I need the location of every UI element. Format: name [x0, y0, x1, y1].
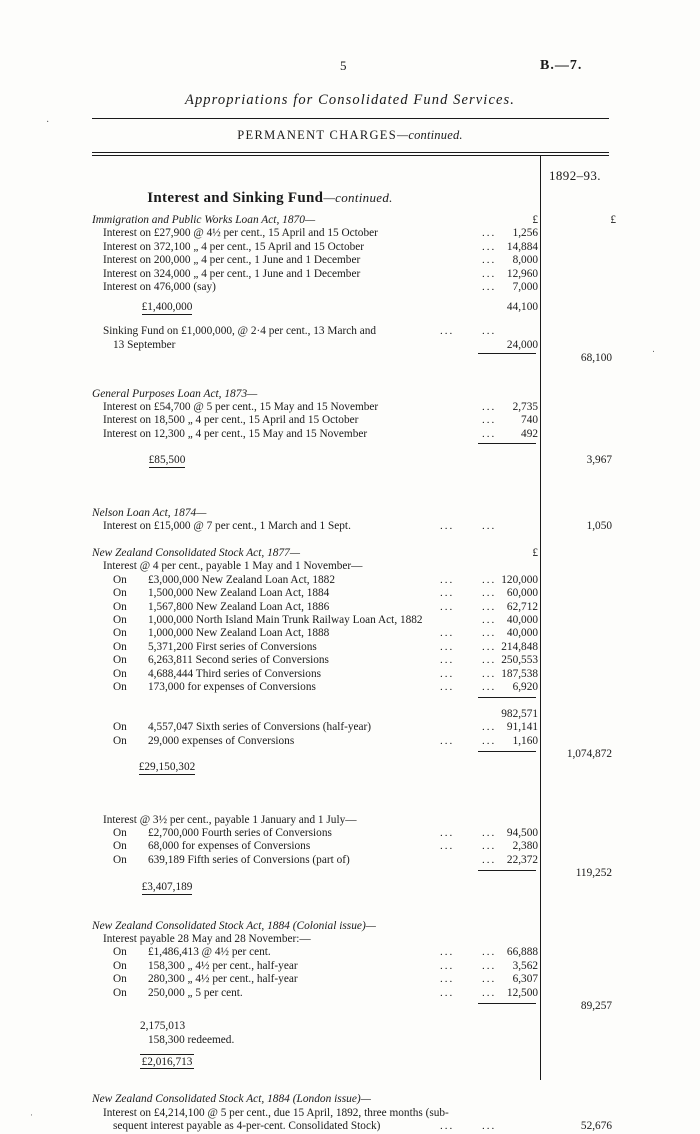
group-total: 1,074,872 [566, 747, 612, 760]
leader-dots: ... [482, 680, 497, 693]
on-label: On [113, 827, 127, 840]
table-row [0, 1093, 700, 1106]
line-amount: 120,000 [501, 573, 538, 586]
line-amount: 14,884 [506, 240, 538, 253]
group-intro: Interest @ 4 per cent., payable 1 May and 1 November— [103, 560, 363, 573]
leader-dots: ... [440, 600, 455, 613]
table-row [0, 761, 700, 778]
divider-top [92, 118, 609, 119]
table-row [0, 428, 700, 441]
line-label: 5,371,200 First series of Conversions [148, 640, 317, 653]
subsection-heading [0, 190, 540, 207]
line-amount: 62,712 [506, 600, 538, 613]
table-row [0, 854, 700, 867]
margin-tick-left: · [46, 117, 50, 128]
principal-sum [128, 454, 206, 468]
line-label: Interest on £15,000 @ 7 per cent., 1 March and 1 Sept. [103, 520, 351, 533]
leader-dots: ... [482, 600, 497, 613]
principal-sum-value: £1,400,000 [141, 301, 193, 314]
line-label: Interest on 324,000 „ 4 per cent., 1 June and 1 December [103, 267, 361, 280]
leader-dots: ... [482, 827, 497, 840]
leader-dots: ... [482, 667, 497, 680]
line-label: Interest on 200,000 „ 4 per cent., 1 June and 1 December [103, 254, 361, 267]
leader-dots: ... [482, 853, 497, 866]
line-label: £2,700,000 Fourth series of Conversions [148, 827, 332, 840]
leader-dots: ... [482, 227, 497, 240]
leader-dots: ... [482, 520, 497, 533]
line-label: Interest on £27,900 @ 4½ per cent., 15 April and 15 October [103, 227, 378, 240]
line-label-cont: sequent interest payable as 4-per-cent. Consolidated Stock) [113, 1119, 381, 1132]
on-label: On [113, 680, 127, 693]
line-label: 68,000 for expenses of Conversions [148, 840, 311, 853]
page-title [0, 92, 700, 109]
table-row [0, 352, 700, 365]
table-row [0, 814, 700, 827]
table-row [0, 401, 700, 414]
on-label: On [113, 946, 127, 959]
line-label: Interest on £54,700 @ 5 per cent., 15 May and 15 November [103, 400, 379, 413]
line-label: 29,000 expenses of Conversions [148, 734, 295, 747]
table-row [0, 241, 700, 254]
margin-tick-footer: · [30, 1110, 33, 1120]
table-row [0, 735, 700, 748]
line-label: 1,567,800 New Zealand Loan Act, 1886 [148, 600, 330, 613]
line-amount: 24,000 [506, 338, 538, 351]
line-label: 639,189 Fifth series of Conversions (part of) [148, 853, 350, 866]
line-label: £3,000,000 New Zealand Loan Act, 1882 [148, 573, 335, 586]
line-amount: 12,960 [506, 267, 538, 280]
on-label: On [113, 587, 127, 600]
table-row [0, 268, 700, 281]
table-row [0, 507, 700, 520]
on-label: On [113, 640, 127, 653]
leader-dots: ... [482, 946, 497, 959]
on-label: On [113, 613, 127, 626]
line-amount: 187,538 [501, 667, 538, 680]
line-label: 1,000,000 New Zealand Loan Act, 1888 [148, 627, 330, 640]
subtotal-rule [478, 697, 536, 698]
table-row [0, 254, 700, 267]
group-total: 119,252 [575, 867, 612, 880]
table-row [0, 1107, 700, 1120]
principal-sum-value: £3,407,189 [141, 880, 193, 893]
line-amount: 492 [521, 427, 538, 440]
leader-dots: ... [482, 573, 497, 586]
table-row [0, 614, 700, 627]
table-row [0, 325, 700, 338]
subsection-heading-text: Interest and Sinking Fund [147, 190, 324, 206]
line-amount: 8,000 [512, 254, 538, 267]
leader-dots: ... [440, 946, 455, 959]
divider-section-a [92, 152, 609, 153]
leader-dots: ... [440, 827, 455, 840]
line-amount: 1,256 [512, 227, 538, 240]
line-amount: 740 [521, 414, 538, 427]
margin-tick-right: ᐧ [652, 347, 655, 358]
leader-dots: ... [440, 667, 455, 680]
line-amount: 2,735 [512, 400, 538, 413]
table-row [0, 960, 700, 973]
line-label: Interest on 372,100 „ 4 per cent., 15 April and 15 October [103, 240, 365, 253]
reconcile-line: 158,300 redeemed. [148, 1033, 235, 1046]
group-heading: Immigration and Public Works Loan Act, 1870— [92, 214, 316, 226]
page-title-text: Appropriations for Consolidated Fund Services. [185, 92, 515, 108]
line-amount: 2,380 [512, 840, 538, 853]
group-intro: Interest payable 28 May and 28 November:— [103, 933, 311, 946]
subtotal-rule [478, 443, 536, 444]
leader-dots: ... [482, 721, 497, 734]
line-amount: 6,307 [512, 973, 538, 986]
table-row [0, 574, 700, 587]
line-amount: 250,553 [501, 654, 538, 667]
table-row [0, 414, 700, 427]
group-heading: General Purposes Loan Act, 1873— [92, 387, 258, 400]
subtotal-rule [478, 870, 536, 871]
on-label: On [113, 840, 127, 853]
page-number: 5 [340, 58, 347, 73]
line-label: 1,500,000 New Zealand Loan Act, 1884 [148, 587, 330, 600]
leader-dots: ... [482, 427, 497, 440]
on-label: On [113, 734, 127, 747]
leader-dots: ... [482, 267, 497, 280]
group-total: 68,100 [580, 352, 612, 365]
line-label: 250,000 „ 5 per cent. [148, 986, 243, 999]
line-label: 280,300 „ 4½ per cent., half-year [148, 973, 298, 986]
table-row [0, 388, 700, 401]
table-row [0, 441, 700, 454]
line-amount: 66,888 [506, 946, 538, 959]
subtotal-rule [478, 751, 536, 752]
table-row [0, 1054, 700, 1071]
leader-dots: ... [482, 325, 497, 338]
table-row [0, 641, 700, 654]
line-amount: 12,500 [506, 986, 538, 999]
table-row [0, 560, 700, 573]
line-amount: 1,160 [512, 734, 538, 747]
table-row [0, 827, 700, 840]
leader-dots: ... [482, 400, 497, 413]
year-column-header: 1892–93. [549, 168, 601, 183]
on-label: On [113, 853, 127, 866]
line-amount: 40,000 [506, 627, 538, 640]
principal-sum [128, 761, 206, 775]
group-subtotal: 44,100 [506, 301, 538, 314]
leader-dots: ... [482, 613, 497, 626]
table-row [0, 1120, 700, 1133]
line-amount: 22,372 [506, 853, 538, 866]
leader-dots: ... [440, 627, 455, 640]
group-heading: New Zealand Consolidated Stock Act, 1884 (Colonial issue)— [92, 919, 376, 932]
leader-dots: ... [482, 240, 497, 253]
table-row [0, 227, 700, 240]
table-row [0, 881, 700, 898]
line-label: £1,486,413 @ 4½ per cent. [148, 946, 271, 959]
leader-dots: ... [440, 959, 455, 972]
principal-sum [128, 301, 206, 315]
subtotal-rule [478, 1003, 536, 1004]
currency-symbol-a: £ [532, 214, 538, 226]
line-label: Interest on 476,000 (say) [103, 280, 216, 293]
table-body [0, 214, 700, 1133]
group-total: 52,676 [580, 1119, 612, 1132]
reconcile-line: 2,175,013 [140, 1020, 186, 1033]
line-amount: 7,000 [512, 280, 538, 293]
on-label: On [113, 667, 127, 680]
leader-dots: ... [482, 280, 497, 293]
line-label: 6,263,811 Second series of Conversions [148, 654, 329, 667]
table-row [0, 721, 700, 734]
table-row [0, 301, 700, 318]
line-label: 1,000,000 North Island Main Trunk Railway Loan Act, 1882 [148, 613, 423, 626]
leader-dots: ... [482, 414, 497, 427]
line-amount: 91,141 [506, 721, 538, 734]
leader-dots: ... [482, 986, 497, 999]
line-amount: 6,920 [512, 680, 538, 693]
table-row [0, 1020, 700, 1033]
leader-dots: ... [482, 973, 497, 986]
leader-dots: ... [482, 640, 497, 653]
line-amount: 3,562 [512, 959, 538, 972]
line-amount: 40,000 [506, 613, 538, 626]
on-label: On [113, 627, 127, 640]
table-row [0, 668, 700, 681]
leader-dots: ... [482, 959, 497, 972]
leader-dots: ... [440, 654, 455, 667]
currency-symbol-b: £ [610, 214, 616, 226]
leader-dots: ... [440, 640, 455, 653]
group-total: 3,967 [586, 454, 612, 467]
table-row [0, 587, 700, 600]
leader-dots: ... [440, 1119, 455, 1132]
table-row [0, 840, 700, 853]
line-amount: 214,848 [501, 640, 538, 653]
on-label: On [113, 573, 127, 586]
group-heading: New Zealand Consolidated Stock Act, 1877— [92, 547, 300, 560]
on-label: On [113, 600, 127, 613]
table-row [0, 281, 700, 294]
line-label: Interest on 12,300 „ 4 per cent., 15 May and 15 November [103, 427, 368, 440]
table-row [0, 339, 700, 352]
on-label: On [113, 654, 127, 667]
divider-section-b [92, 155, 609, 156]
table-row [0, 694, 700, 707]
principal-sum [128, 1054, 206, 1069]
line-label: 158,300 „ 4½ per cent., half-year [148, 959, 298, 972]
table-row [0, 654, 700, 667]
table-row [0, 973, 700, 986]
on-label: On [113, 986, 127, 999]
leader-dots: ... [440, 840, 455, 853]
table-row [0, 987, 700, 1000]
leader-dots: ... [440, 734, 455, 747]
line-label: Interest on 18,500 „ 4 per cent., 15 April and 15 October [103, 414, 359, 427]
leader-dots: ... [440, 520, 455, 533]
line-label: Interest on £4,214,100 @ 5 per cent., due 15 April, 1892, three months (sub- [103, 1106, 449, 1119]
table-row [0, 867, 700, 880]
table-row [0, 748, 700, 761]
subtotal-rule [478, 353, 536, 354]
leader-dots: ... [440, 986, 455, 999]
on-label: On [113, 973, 127, 986]
line-label: 173,000 for expenses of Conversions [148, 680, 316, 693]
table-row [0, 920, 700, 933]
on-label: On [113, 721, 127, 734]
line-amount: 60,000 [506, 587, 538, 600]
table-row [0, 547, 700, 560]
principal-sum [128, 881, 206, 895]
table-row [0, 708, 700, 721]
leader-dots: ... [482, 654, 497, 667]
on-label: On [113, 959, 127, 972]
table-row [0, 933, 700, 946]
table-row [0, 681, 700, 694]
leader-dots: ... [482, 587, 497, 600]
table-row [0, 1000, 700, 1013]
line-label: 4,688,444 Third series of Conversions [148, 667, 321, 680]
leader-dots: ... [440, 325, 455, 338]
running-subtotal: 982,571 [501, 707, 538, 720]
principal-sum-value: £85,500 [148, 454, 186, 467]
table-row [0, 214, 700, 227]
table-row [0, 601, 700, 614]
table-row [0, 1034, 700, 1047]
line-label-cont: 13 September [113, 338, 176, 351]
principal-sum-value: £29,150,302 [138, 761, 196, 774]
group-heading: Nelson Loan Act, 1874— [92, 506, 207, 519]
section-heading [0, 128, 700, 143]
currency-symbol-a: £ [532, 547, 538, 560]
group-intro: Interest @ 3½ per cent., payable 1 January and 1 July— [103, 813, 357, 826]
document-code: B.—7. [540, 58, 583, 73]
group-heading: New Zealand Consolidated Stock Act, 1884 (London issue)— [92, 1093, 371, 1106]
leader-dots: ... [440, 680, 455, 693]
group-total: 1,050 [586, 520, 612, 533]
line-label: Sinking Fund on £1,000,000, @ 2·4 per cent., 13 March and [103, 325, 377, 338]
leader-dots: ... [482, 254, 497, 267]
table-row [0, 520, 700, 533]
section-heading-text: PERMANENT CHARGES [237, 128, 397, 142]
leader-dots: ... [440, 573, 455, 586]
table-row [0, 627, 700, 640]
line-amount: 94,500 [506, 827, 538, 840]
section-heading-continued: —continued. [397, 128, 463, 142]
leader-dots: ... [440, 587, 455, 600]
line-label: 4,557,047 Sixth series of Conversions (half-year) [148, 721, 372, 734]
principal-sum-value: £2,016,713 [141, 1056, 193, 1069]
group-total: 89,257 [580, 999, 612, 1012]
subsection-heading-continued: —continued. [323, 190, 393, 205]
table-row [0, 454, 700, 471]
leader-dots: ... [482, 840, 497, 853]
leader-dots: ... [482, 627, 497, 640]
leader-dots: ... [440, 973, 455, 986]
table-row [0, 946, 700, 959]
leader-dots: ... [482, 1119, 497, 1132]
leader-dots: ... [482, 734, 497, 747]
